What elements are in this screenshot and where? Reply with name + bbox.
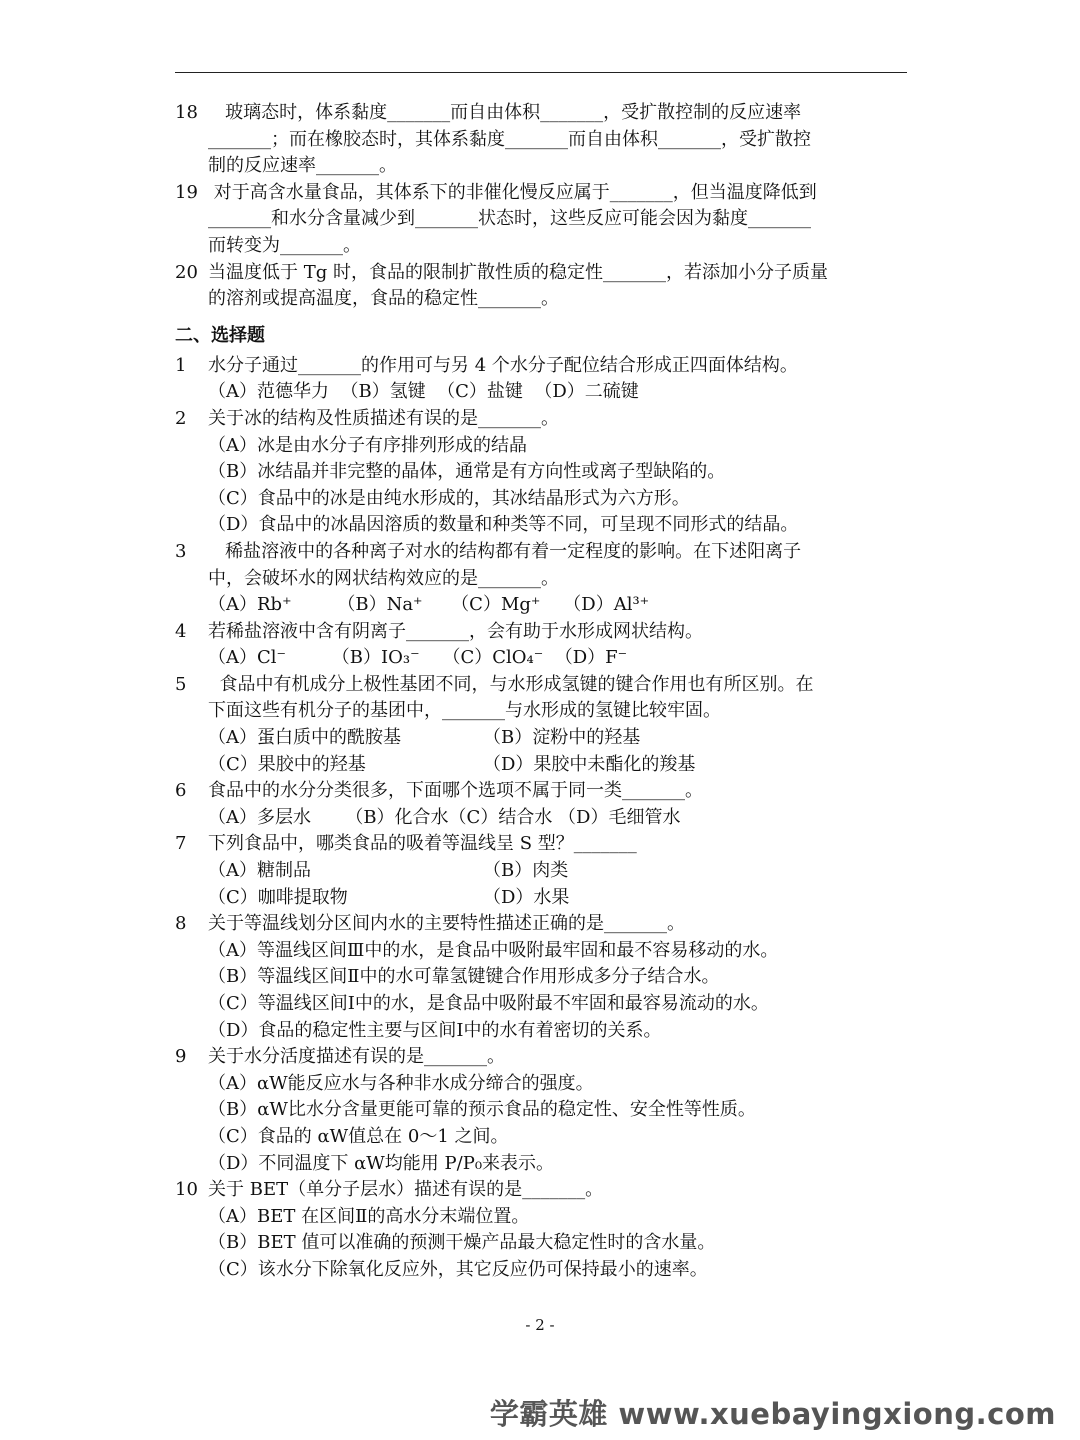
- question-text: 而转变为_______。: [208, 234, 361, 256]
- question-text: 关于冰的结构及性质描述有误的是_______。: [208, 407, 559, 429]
- question-continuation: [175, 964, 905, 991]
- question-line: [175, 1044, 905, 1071]
- question-text: （A）BET 在区间Ⅱ的高水分末端位置。: [208, 1205, 530, 1227]
- question-number: 7: [175, 833, 187, 855]
- question-text: 下列食品中，哪类食品的吸着等温线呈 S 型？_______: [208, 833, 637, 855]
- page-content: [175, 100, 905, 1284]
- question-text: _______和水分含量减少到_______状态时，这些反应可能会因为黏度_______: [208, 208, 811, 230]
- question-text: 对于高含水量食品，其体系下的非催化慢反应属于_______，但当温度降低到: [208, 181, 817, 203]
- question-text: （B）等温线区间Ⅱ中的水可靠氢键键合作用形成多分子结合水。: [208, 966, 720, 988]
- question-continuation: [175, 1097, 905, 1124]
- question-text: 食品中的水分分类很多，下面哪个选项不属于同一类_______。: [208, 780, 703, 802]
- question-continuation: [175, 286, 905, 313]
- option-left: （A）糖制品: [208, 860, 311, 882]
- question-text: 的溶剂或提高温度，食品的稳定性_______。: [208, 288, 559, 310]
- question-continuation: [175, 1257, 905, 1284]
- question-text: （A）αW能反应水与各种非水成分缔合的强度。: [208, 1072, 594, 1094]
- question-text: （D）食品的稳定性主要与区间Ⅰ中的水有着密切的关系。: [208, 1019, 662, 1041]
- page-number: - 2 -: [525, 1316, 555, 1334]
- question-text: （B）αW比水分含量更能可靠的预示食品的稳定性、安全性等性质。: [208, 1099, 756, 1121]
- question-line: [175, 406, 905, 433]
- question-number: 19: [175, 181, 198, 203]
- question-number: 3: [175, 540, 187, 562]
- question-continuation: [175, 153, 905, 180]
- question-line: [175, 619, 905, 646]
- question-continuation: [175, 805, 905, 832]
- question-continuation: [175, 592, 905, 619]
- question-continuation: [175, 233, 905, 260]
- question-continuation: [175, 938, 905, 965]
- question-number: 18: [175, 102, 198, 123]
- option-right: （B）肉类: [483, 860, 569, 882]
- question-text: 当温度低于 Tg 时，食品的限制扩散性质的稳定性_______，若添加小分子质量: [208, 261, 828, 283]
- question-continuation: [175, 1151, 905, 1178]
- question-text: （C）食品的 αW值总在 0～1 之间。: [208, 1125, 509, 1147]
- site-watermark: 学霸英雄 www.xuebayingxiong.com: [489, 1397, 1056, 1431]
- question-text: （A）范德华力 （B）氢键 （C）盐键 （D）二硫键: [208, 381, 639, 403]
- option-right: （D）果胶中未酯化的羧基: [483, 753, 696, 775]
- question-line: [175, 180, 905, 207]
- question-number: 2: [175, 407, 187, 429]
- question-continuation: [175, 698, 905, 725]
- option-pair: [175, 858, 905, 885]
- question-continuation: [175, 1204, 905, 1231]
- question-number: 10: [175, 1179, 198, 1201]
- question-text: 关于 BET（单分子层水）描述有误的是_______。: [208, 1179, 604, 1201]
- question-continuation: [175, 991, 905, 1018]
- question-text: 若稀盐溶液中含有阴离子_______，会有助于水形成网状结构。: [208, 620, 703, 642]
- question-text: 关于水分活度描述有误的是_______。: [208, 1046, 505, 1068]
- question-continuation: [175, 1124, 905, 1151]
- question-line: [175, 831, 905, 858]
- question-continuation: [175, 512, 905, 539]
- question-text: （A）多层水 （B）化合水（C）结合水 （D）毛细管水: [208, 806, 681, 828]
- question-text: 下面这些有机分子的基团中，_______与水形成的氢键比较牢固。: [208, 700, 721, 722]
- question-text: （C）该水分下除氧化反应外，其它反应仍可保持最小的速率。: [208, 1258, 708, 1280]
- question-continuation: [175, 645, 905, 672]
- question-text: （D）不同温度下 αW均能用 P/P₀来表示。: [208, 1152, 555, 1174]
- question-text: _______；而在橡胶态时，其体系黏度_______而自由体积_______，受扩散控: [208, 128, 811, 150]
- option-left: （C）咖啡提取物: [208, 886, 348, 908]
- option-pair: [175, 885, 905, 912]
- question-text: （A）Cl⁻ （B）IO₃⁻ （C）ClO₄⁻ （D）F⁻: [208, 647, 628, 669]
- section-title: 二、选择题: [175, 324, 265, 346]
- question-text: （C）等温线区间Ⅰ中的水，是食品中吸附最不牢固和最容易流动的水。: [208, 993, 769, 1014]
- question-text: （B）冰结晶并非完整的晶体，通常是有方向性或离子型缺陷的。: [208, 461, 726, 483]
- question-continuation: [175, 127, 905, 154]
- question-continuation: [175, 486, 905, 513]
- question-text: （D）食品中的冰晶因溶质的数量和种类等不同，可呈现不同形式的结晶。: [208, 514, 799, 536]
- header-rule: [175, 72, 907, 73]
- option-pair: [175, 725, 905, 752]
- question-text: （A）Rb⁺ （B）Na⁺ （C）Mg⁺ （D）Al³⁺: [208, 594, 650, 616]
- question-line: [175, 353, 905, 380]
- question-text: 食品中有机成分上极性基团不同，与水形成氢键的键合作用也有所区别。在: [208, 673, 814, 695]
- question-number: 20: [175, 261, 198, 283]
- option-right: （D）水果: [483, 886, 570, 908]
- question-line: [175, 911, 905, 938]
- question-continuation: [175, 1018, 905, 1045]
- question-number: 4: [175, 620, 187, 642]
- question-continuation: [175, 1230, 905, 1257]
- question-line: [175, 1177, 905, 1204]
- question-line: [175, 100, 905, 127]
- option-left: （C）果胶中的羟基: [208, 753, 366, 775]
- question-text: 制的反应速率_______。: [208, 155, 397, 177]
- question-number: 9: [175, 1046, 187, 1068]
- option-pair: [175, 752, 905, 779]
- question-text: 水分子通过_______的作用可与另 4 个水分子配位结合形成正四面体结构。: [208, 354, 798, 376]
- question-line: [175, 539, 905, 566]
- question-continuation: [175, 379, 905, 406]
- question-line: [175, 778, 905, 805]
- question-continuation: [175, 433, 905, 460]
- question-line: [175, 672, 905, 699]
- question-continuation: [175, 566, 905, 593]
- question-continuation: [175, 459, 905, 486]
- question-text: （A）等温线区间Ⅲ中的水，是食品中吸附最牢固和最不容易移动的水。: [208, 939, 779, 961]
- question-text: 玻璃态时，体系黏度_______而自由体积_______，受扩散控制的反应速率: [208, 102, 802, 123]
- question-text: 稀盐溶液中的各种离子对水的结构都有着一定程度的影响。在下述阳离子: [208, 540, 802, 562]
- question-number: 1: [175, 354, 187, 376]
- question-text: （C）食品中的冰是由纯水形成的，其冰结晶形式为六方形。: [208, 487, 690, 509]
- question-number: 8: [175, 913, 187, 935]
- question-text: （A）冰是由水分子有序排列形成的结晶: [208, 434, 527, 456]
- option-right: （B）淀粉中的羟基: [483, 727, 641, 749]
- option-left: （A）蛋白质中的酰胺基: [208, 727, 401, 749]
- question-text: 关于等温线划分区间内水的主要特性描述正确的是_______。: [208, 913, 685, 935]
- question-continuation: [175, 206, 905, 233]
- question-text: （B）BET 值可以准确的预测干燥产品最大稳定性时的含水量。: [208, 1232, 716, 1254]
- question-number: 5: [175, 673, 187, 695]
- question-line: [175, 260, 905, 287]
- question-text: 中，会破坏水的网状结构效应的是_______。: [208, 567, 559, 589]
- question-number: 6: [175, 780, 187, 802]
- question-continuation: [175, 1071, 905, 1098]
